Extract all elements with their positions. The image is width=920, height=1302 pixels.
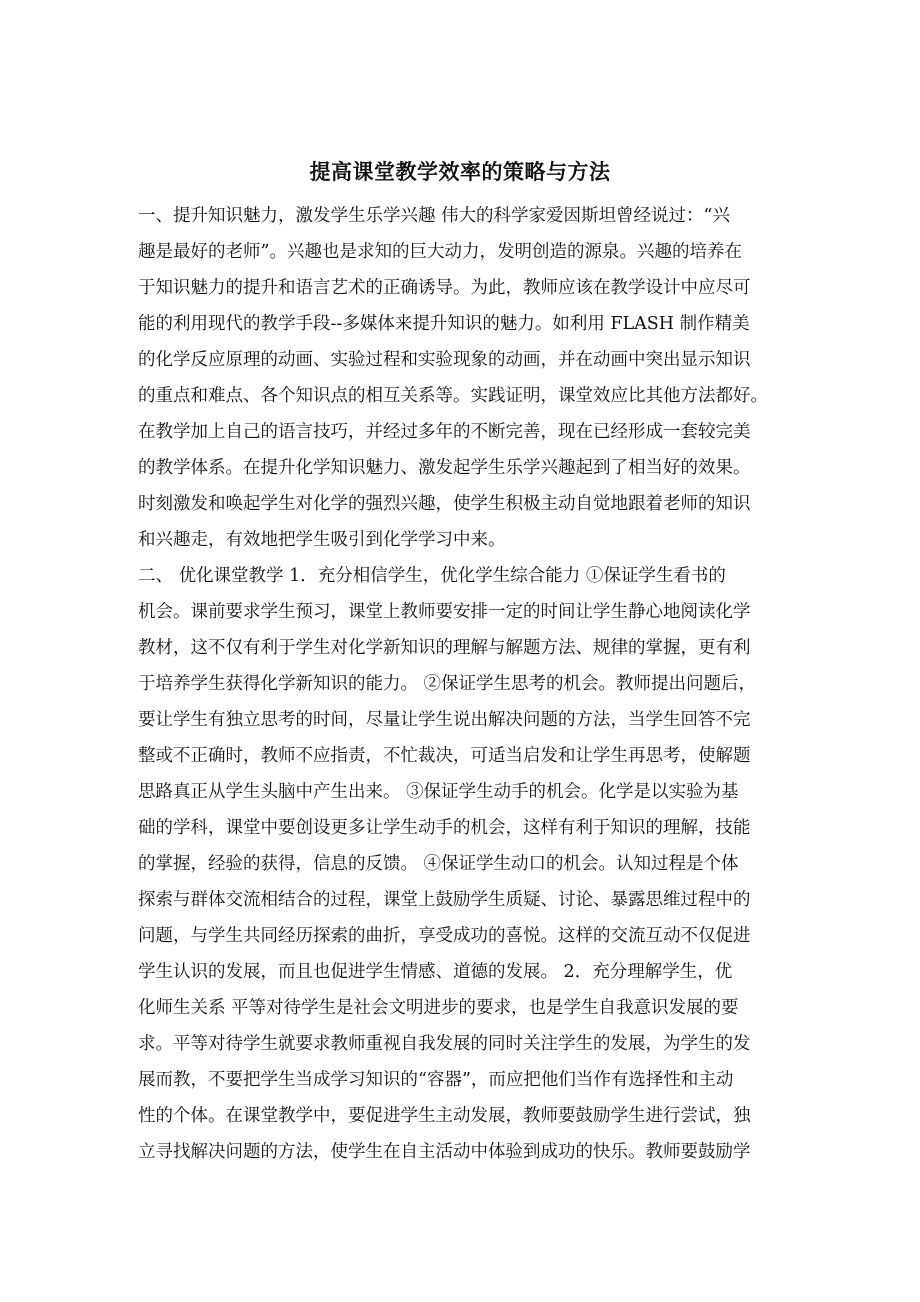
body-line: 化师生关系 平等对待学生是社会文明进步的要求，也是学生自我意识发展的要 xyxy=(138,998,739,1018)
body-line: 的重点和难点、各个知识点的相互关系等。实践证明，课堂效应比其他方法都好。 xyxy=(138,386,768,406)
body-line: 于培养学生获得化学新知识的能力。 ②保证学生思考的机会。教师提出问题后， xyxy=(138,674,757,694)
body-line: 展而教，不要把学生当成学习知识的“容器”，而应把他们当作有选择性和主动 xyxy=(138,1070,734,1090)
body-line: 探索与群体交流相结合的过程，课堂上鼓励学生质疑、讨论、暴露思维过程中的 xyxy=(138,890,751,910)
body-line: 学生认识的发展，而且也促进学生情感、道德的发展。 2．充分理解学生，优 xyxy=(138,962,733,982)
document-body xyxy=(138,171,798,1170)
body-line: 要让学生有独立思考的时间，尽量让学生说出解决问题的方法，当学生回答不完 xyxy=(138,710,751,730)
body-line: 整或不正确时，教师不应指责，不忙裁决，可适当启发和让学生再思考，使解题 xyxy=(138,746,751,766)
body-line: 于知识魅力的提升和语言艺术的正确诱导。为此，教师应该在教学设计中应尽可 xyxy=(138,278,751,298)
body-line: 的掌握，经验的获得，信息的反馈。 ④保证学生动口的机会。认知过程是个体 xyxy=(138,854,739,874)
body-line: 能的利用现代的教学手段--多媒体来提升知识的魅力。如利用 FLASH 制作精美 xyxy=(138,314,750,334)
body-line: 的化学反应原理的动画、实验过程和实验现象的动画，并在动画中突出显示知识 xyxy=(138,350,751,370)
body-line: 求。平等对待学生就要求教师重视自我发展的同时关注学生的发展，为学生的发 xyxy=(138,1034,751,1054)
body-line: 和兴趣走，有效地把学生吸引到化学学习中来。 xyxy=(138,530,506,550)
document-title: 提高课堂教学效率的策略与方法 xyxy=(309,159,611,184)
body-line: 机会。课前要求学生预习，课堂上教师要安排一定的时间让学生静心地阅读化学 xyxy=(138,602,751,622)
body-line: 时刻激发和唤起学生对化学的强烈兴趣，使学生积极主动自觉地跟着老师的知识 xyxy=(138,494,751,514)
body-line: 趣是最好的老师”。兴趣也是求知的巨大动力，发明创造的源泉。兴趣的培养在 xyxy=(138,242,742,262)
body-line: 础的学科，课堂中要创设更多让学生动手的机会，这样有利于知识的理解，技能 xyxy=(138,818,751,838)
body-line: 问题，与学生共同经历探索的曲折，享受成功的喜悦。这样的交流互动不仅促进 xyxy=(138,926,751,946)
body-line: 一、提升知识魅力，激发学生乐学兴趣 伟大的科学家爱因斯坦曾经说过：“兴 xyxy=(138,206,731,226)
body-line: 教材，这不仅有利于学生对化学新知识的理解与解题方法、规律的掌握，更有利 xyxy=(138,638,751,658)
body-line: 在教学加上自己的语言技巧，并经过多年的不断完善，现在已经形成一套较完美 xyxy=(138,422,751,442)
body-line: 性的个体。在课堂教学中，要促进学生主动发展，教师要鼓励学生进行尝试，独 xyxy=(138,1106,751,1126)
body-line: 二、 优化课堂教学 1．充分相信学生，优化学生综合能力 ①保证学生看书的 xyxy=(138,566,726,586)
body-line: 思路真正从学生头脑中产生出来。 ③保证学生动手的机会。化学是以实验为基 xyxy=(138,782,739,802)
body-line: 立寻找解决问题的方法，使学生在自主活动中体验到成功的快乐。教师要鼓励学 xyxy=(138,1142,751,1162)
body-line: 的教学体系。在提升化学知识魅力、激发起学生乐学兴趣起到了相当好的效果。 xyxy=(138,458,751,478)
